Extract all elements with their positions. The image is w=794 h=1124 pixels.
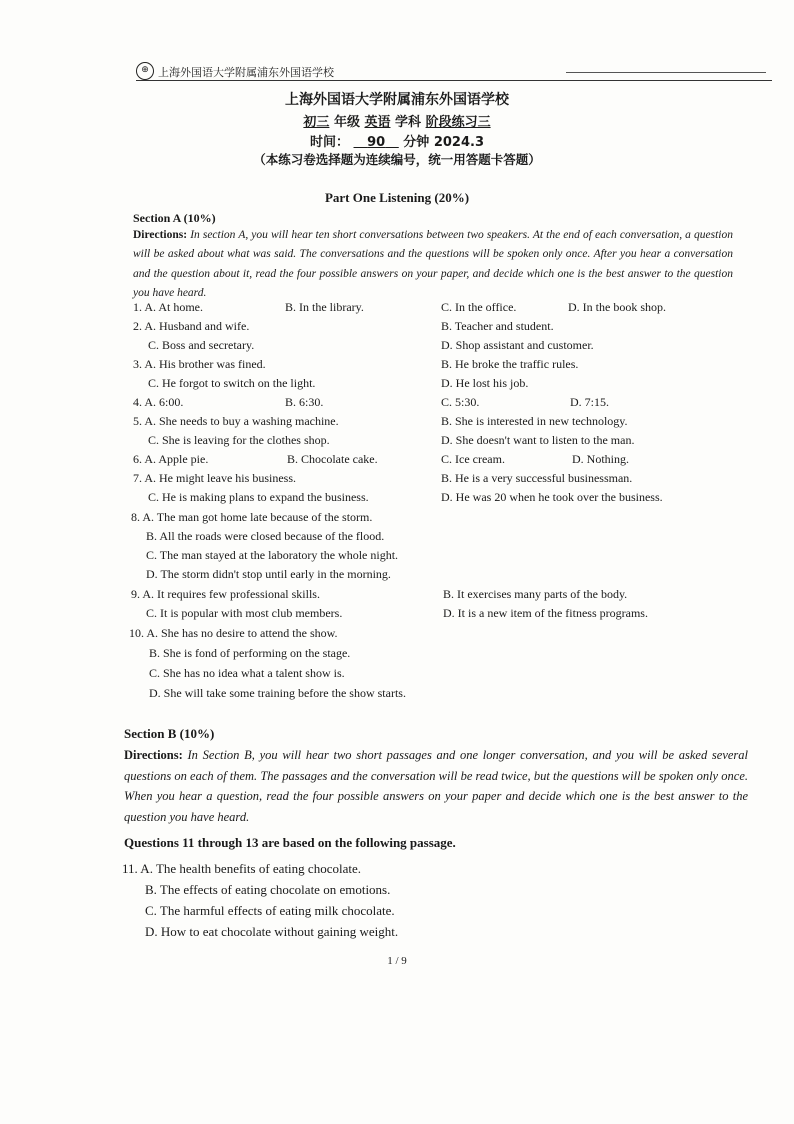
q2-option-a: 2. A. Husband and wife. xyxy=(133,319,250,333)
time-unit: 分钟 xyxy=(403,135,430,150)
q8-option-a: 8. A. The man got home late because of the storm. xyxy=(131,510,373,524)
q11-option-c: C. The harmful effects of eating milk chocolate. xyxy=(145,903,395,918)
q10-option-a: 10. A. She has no desire to attend the show. xyxy=(129,626,338,640)
part-one-heading: Part One Listening (20%) xyxy=(324,190,470,205)
q3-option-c: C. He forgot to switch on the light. xyxy=(148,376,316,390)
q5-option-b: B. She is interested in new technology. xyxy=(441,414,628,428)
q1-option-c: C. In the office. xyxy=(441,300,517,314)
q1-option-a: 1. A. At home. xyxy=(133,300,204,314)
q10-option-b: B. She is fond of performing on the stage. xyxy=(149,646,351,660)
q10-option-c: C. She has no idea what a talent show is. xyxy=(149,666,345,680)
section-b-title: Section B (10%) xyxy=(124,726,215,741)
school-logo-icon: ⊕ xyxy=(136,62,154,80)
q4-option-a: 4. A. 6:00. xyxy=(133,395,184,409)
time-value: 90 xyxy=(367,135,386,150)
q2-option-c: C. Boss and secretary. xyxy=(148,338,255,352)
q6-option-c: C. Ice cream. xyxy=(441,452,505,466)
q7-option-b: B. He is a very successful businessman. xyxy=(441,471,633,485)
q8-option-b: B. All the roads were closed because of the flood. xyxy=(146,529,385,543)
section-a-directions: Directions: In section A, you will hear ten short conversations between two speakers. At the end of each conversation, a question will be asked about what was said. The conversations and the questions will be spoken only once. After you hear a conversation and the question about it, read the four possible answers on your paper, and decide which one is the best answer to the question you have heard. xyxy=(133,229,733,299)
q2-option-d: D. Shop assistant and customer. xyxy=(441,338,594,352)
q9-option-d: D. It is a new item of the fitness programs. xyxy=(443,606,648,620)
exam-name: 阶段练习三 xyxy=(425,115,491,130)
exam-subtitle xyxy=(0,111,794,130)
grade-suffix: 年级 xyxy=(333,115,360,130)
time-label: 时间： xyxy=(309,135,349,150)
exam-time-line xyxy=(0,131,794,150)
page-number: 1 / 9 xyxy=(387,955,407,967)
school-title: 上海外国语大学附属浦东外国语学校 xyxy=(285,92,509,108)
q7-option-a: 7. A. He might leave his business. xyxy=(133,471,296,485)
q1-option-d: D. In the book shop. xyxy=(568,300,666,314)
q2-option-b: B. Teacher and student. xyxy=(441,319,554,333)
q4-option-d: D. 7:15. xyxy=(570,395,609,409)
q1-option-b: B. In the library. xyxy=(285,300,364,314)
q9-option-b: B. It exercises many parts of the body. xyxy=(443,587,628,601)
q5-option-a: 5. A. She needs to buy a washing machine. xyxy=(133,414,339,428)
page-header xyxy=(136,60,772,82)
q8-option-d: D. The storm didn't stop until early in the morning. xyxy=(146,567,391,581)
q6-option-a: 6. A. Apple pie. xyxy=(133,452,209,466)
q7-option-d: D. He was 20 when he took over the business. xyxy=(441,490,663,504)
header-rule-right xyxy=(566,72,766,73)
q5-option-d: D. She doesn't want to listen to the man. xyxy=(441,433,635,447)
q11-option-b: B. The effects of eating chocolate on emotions. xyxy=(145,882,391,897)
q9-option-c: C. It is popular with most club members. xyxy=(146,606,343,620)
exam-note: （本练习卷选择题为连续编号，统一用答题卡答题） xyxy=(253,152,541,167)
q8-option-c: C. The man stayed at the laboratory the whole night. xyxy=(146,548,399,562)
q6-option-b: B. Chocolate cake. xyxy=(287,452,378,466)
questions-11-13-heading: Questions 11 through 13 are based on the following passage. xyxy=(124,835,456,850)
q4-option-b: B. 6:30. xyxy=(285,395,324,409)
q10-option-d: D. She will take some training before the show starts. xyxy=(149,686,406,700)
q6-option-d: D. Nothing. xyxy=(572,452,629,466)
grade: 初三 xyxy=(303,115,330,130)
exam-date: 2024.3 xyxy=(433,135,485,150)
section-b-directions: Directions: In Section B, you will hear two short passages and one longer conversation, and you will be asked several questions on each of them. The passages and the conversation will be read twice, but the questions will be spoken only once. When you hear a question, read the four possible answers on your paper and decide which one is the best answer to the question you have heard. xyxy=(124,748,749,824)
q3-option-a: 3. A. His brother was fined. xyxy=(133,357,266,371)
header-school-name: 上海外国语大学附属浦东外国语学校 xyxy=(158,66,334,79)
subject: 英语 xyxy=(364,115,391,130)
header-rule xyxy=(136,80,772,81)
q3-option-d: D. He lost his job. xyxy=(441,376,529,390)
section-a-title: Section A (10%) xyxy=(133,211,216,225)
q11-option-a: 11. A. The health benefits of eating chocolate. xyxy=(122,861,361,876)
q5-option-c: C. She is leaving for the clothes shop. xyxy=(148,433,330,447)
q7-option-c: C. He is making plans to expand the business. xyxy=(148,490,369,504)
q4-option-c: C. 5:30. xyxy=(441,395,480,409)
q11-option-d: D. How to eat chocolate without gaining weight. xyxy=(145,924,399,939)
q3-option-b: B. He broke the traffic rules. xyxy=(441,357,579,371)
q9-option-a: 9. A. It requires few professional skills. xyxy=(131,587,320,601)
subject-suffix: 学科 xyxy=(395,115,422,130)
